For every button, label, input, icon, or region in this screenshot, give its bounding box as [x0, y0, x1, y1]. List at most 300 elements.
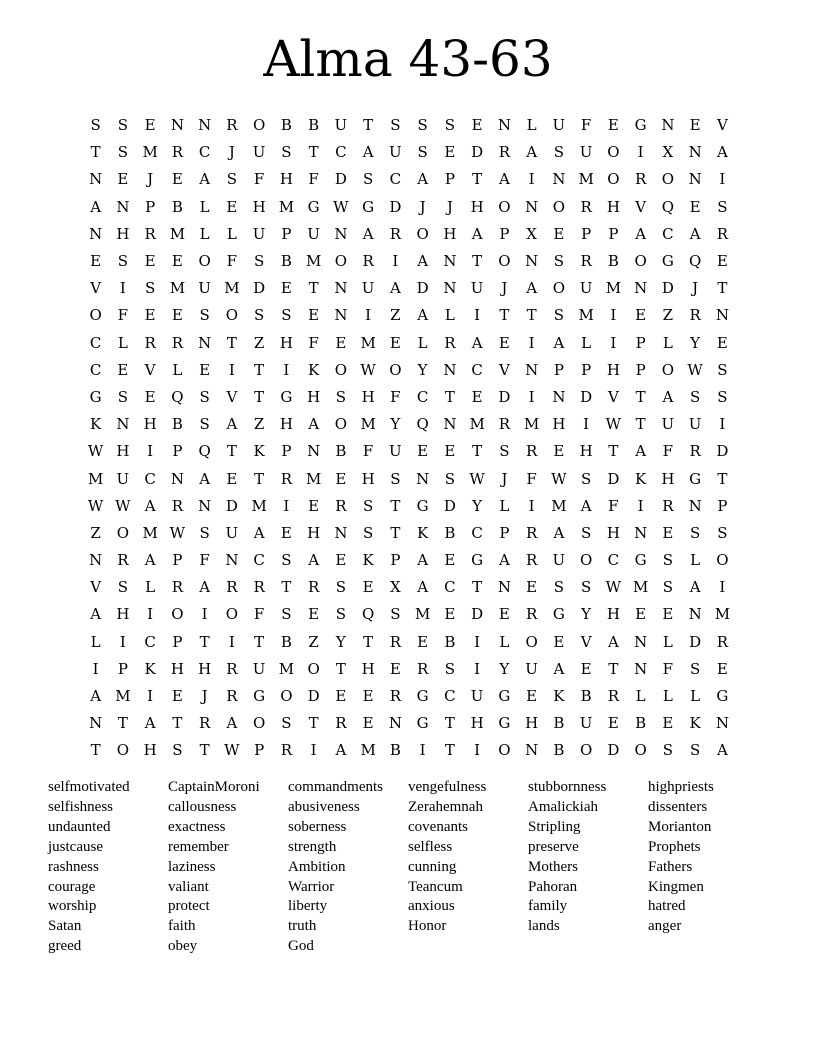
grid-letter[interactable]: R — [525, 551, 538, 570]
grid-letter[interactable]: I — [201, 605, 208, 624]
grid-letter[interactable]: A — [498, 170, 510, 189]
grid-letter[interactable]: S — [362, 170, 374, 189]
grid-letter[interactable]: H — [443, 224, 457, 243]
grid-letter[interactable]: T — [390, 496, 401, 515]
grid-letter[interactable]: E — [171, 170, 183, 189]
grid-letter[interactable]: T — [472, 442, 483, 461]
grid-letter[interactable]: L — [662, 333, 673, 352]
grid-letter[interactable]: O — [416, 224, 429, 243]
grid-letter[interactable]: G — [253, 687, 266, 706]
grid-letter[interactable]: E — [471, 387, 483, 406]
grid-letter[interactable]: N — [634, 523, 648, 542]
grid-letter[interactable]: O — [252, 714, 266, 733]
grid-letter[interactable]: L — [199, 197, 210, 216]
grid-letter[interactable]: V — [144, 360, 156, 379]
grid-letter[interactable]: R — [280, 469, 293, 488]
grid-letter[interactable]: I — [147, 687, 154, 706]
grid-letter[interactable]: M — [414, 605, 431, 624]
grid-letter[interactable]: A — [90, 687, 102, 706]
grid-letter[interactable]: E — [444, 143, 456, 162]
grid-letter[interactable]: S — [417, 116, 428, 135]
grid-letter[interactable]: T — [226, 442, 237, 461]
grid-letter[interactable]: E — [362, 714, 374, 733]
grid-letter[interactable]: R — [662, 496, 674, 515]
grid-letter[interactable]: P — [172, 632, 183, 651]
grid-letter[interactable]: H — [361, 469, 375, 488]
grid-letter[interactable]: E — [335, 687, 347, 706]
grid-letter[interactable]: W — [605, 415, 622, 434]
grid-letter[interactable]: I — [283, 496, 290, 515]
grid-letter[interactable]: B — [308, 116, 320, 135]
grid-letter[interactable]: R — [226, 578, 238, 597]
grid-letter[interactable]: S — [444, 116, 456, 135]
grid-letter[interactable]: T — [308, 143, 319, 162]
grid-letter[interactable]: L — [199, 224, 210, 243]
grid-letter[interactable]: H — [307, 387, 321, 406]
grid-letter[interactable]: S — [553, 306, 565, 325]
grid-letter[interactable]: S — [281, 143, 292, 162]
grid-letter[interactable]: S — [390, 605, 401, 624]
grid-letter[interactable]: Q — [361, 605, 375, 624]
grid-letter[interactable]: K — [635, 469, 647, 488]
grid-letter[interactable]: F — [608, 496, 619, 515]
grid-letter[interactable]: S — [717, 197, 728, 216]
grid-letter[interactable]: E — [117, 360, 129, 379]
grid-letter[interactable]: E — [607, 714, 619, 733]
grid-letter[interactable]: R — [444, 333, 456, 352]
grid-letter[interactable]: R — [144, 333, 156, 352]
grid-letter[interactable]: U — [361, 279, 375, 298]
grid-letter[interactable]: R — [580, 252, 592, 271]
grid-letter[interactable]: H — [198, 659, 212, 678]
grid-letter[interactable]: E — [226, 197, 238, 216]
grid-letter[interactable]: I — [228, 360, 235, 379]
grid-letter[interactable]: O — [198, 252, 211, 271]
grid-letter[interactable]: T — [444, 387, 455, 406]
grid-letter[interactable]: E — [580, 659, 592, 678]
grid-letter[interactable]: G — [416, 714, 429, 733]
grid-letter[interactable]: O — [389, 360, 402, 379]
grid-letter[interactable]: S — [335, 605, 347, 624]
grid-letter[interactable]: R — [171, 578, 184, 597]
grid-letter[interactable]: S — [717, 387, 728, 406]
grid-letter[interactable]: V — [580, 632, 592, 651]
grid-letter[interactable]: U — [389, 143, 402, 162]
grid-letter[interactable]: T — [281, 578, 292, 597]
grid-letter[interactable]: S — [117, 252, 129, 271]
grid-letter[interactable]: R — [226, 116, 238, 135]
grid-letter[interactable]: T — [199, 632, 210, 651]
grid-letter[interactable]: R — [389, 632, 402, 651]
grid-letter[interactable]: T — [444, 714, 455, 733]
grid-letter[interactable]: U — [334, 116, 348, 135]
grid-letter[interactable]: R — [716, 632, 729, 651]
grid-letter[interactable]: J — [501, 279, 508, 298]
grid-letter[interactable]: G — [661, 252, 674, 271]
grid-letter[interactable]: G — [307, 197, 320, 216]
grid-letter[interactable]: E — [444, 605, 456, 624]
grid-letter[interactable]: N — [307, 442, 321, 461]
grid-letter[interactable]: A — [553, 523, 565, 542]
grid-letter[interactable]: E — [498, 605, 510, 624]
grid-letter[interactable]: N — [198, 496, 212, 515]
grid-letter[interactable]: B — [171, 197, 183, 216]
grid-letter[interactable]: E — [662, 523, 674, 542]
grid-letter[interactable]: L — [117, 333, 128, 352]
grid-letter[interactable]: G — [498, 714, 511, 733]
grid-letter[interactable]: H — [143, 741, 157, 760]
grid-letter[interactable]: N — [688, 170, 702, 189]
grid-letter[interactable]: P — [553, 360, 564, 379]
grid-letter[interactable]: A — [417, 252, 429, 271]
grid-letter[interactable]: R — [498, 415, 511, 434]
grid-letter[interactable]: E — [171, 252, 183, 271]
grid-letter[interactable]: H — [279, 333, 293, 352]
grid-letter[interactable]: S — [117, 143, 129, 162]
grid-letter[interactable]: G — [552, 605, 565, 624]
grid-letter[interactable]: D — [580, 387, 593, 406]
grid-letter[interactable]: T — [444, 741, 455, 760]
grid-letter[interactable]: R — [198, 714, 211, 733]
grid-letter[interactable]: S — [689, 387, 701, 406]
grid-letter[interactable]: D — [416, 279, 429, 298]
grid-letter[interactable]: D — [307, 687, 320, 706]
grid-letter[interactable]: I — [719, 578, 726, 597]
grid-letter[interactable]: R — [525, 523, 538, 542]
grid-letter[interactable]: E — [716, 252, 728, 271]
grid-letter[interactable]: S — [117, 116, 129, 135]
grid-letter[interactable]: R — [307, 578, 320, 597]
grid-letter[interactable]: G — [471, 551, 484, 570]
grid-letter[interactable]: S — [662, 741, 674, 760]
grid-letter[interactable]: H — [116, 224, 130, 243]
grid-letter[interactable]: P — [635, 333, 646, 352]
grid-letter[interactable]: C — [198, 143, 211, 162]
grid-letter[interactable]: S — [199, 523, 210, 542]
grid-letter[interactable]: F — [526, 469, 537, 488]
grid-letter[interactable]: S — [199, 306, 210, 325]
grid-letter[interactable]: H — [525, 714, 539, 733]
grid-letter[interactable]: S — [553, 143, 565, 162]
grid-letter[interactable]: D — [661, 279, 674, 298]
grid-letter[interactable]: W — [224, 741, 240, 760]
grid-letter[interactable]: Y — [390, 415, 401, 434]
grid-letter[interactable]: Y — [690, 333, 701, 352]
grid-letter[interactable]: A — [553, 659, 565, 678]
grid-letter[interactable]: C — [144, 469, 156, 488]
grid-letter[interactable]: E — [389, 333, 401, 352]
grid-letter[interactable]: A — [308, 415, 320, 434]
grid-letter[interactable]: Z — [253, 333, 265, 352]
grid-letter[interactable]: S — [499, 442, 510, 461]
grid-letter[interactable]: N — [634, 632, 648, 651]
grid-letter[interactable]: A — [144, 496, 156, 515]
grid-letter[interactable]: E — [635, 306, 647, 325]
grid-letter[interactable]: E — [689, 116, 701, 135]
grid-letter[interactable]: M — [360, 415, 376, 434]
grid-letter[interactable]: U — [579, 279, 593, 298]
grid-letter[interactable]: S — [444, 469, 456, 488]
grid-letter[interactable]: C — [607, 551, 620, 570]
grid-letter[interactable]: T — [608, 659, 619, 678]
grid-letter[interactable]: A — [471, 224, 483, 243]
grid-letter[interactable]: Y — [417, 360, 428, 379]
grid-letter[interactable]: H — [279, 170, 293, 189]
grid-letter[interactable]: R — [525, 605, 538, 624]
grid-letter[interactable]: S — [281, 714, 292, 733]
grid-letter[interactable]: B — [444, 632, 456, 651]
grid-letter[interactable]: U — [688, 415, 702, 434]
grid-letter[interactable]: O — [579, 741, 593, 760]
grid-letter[interactable]: B — [580, 687, 592, 706]
grid-letter[interactable]: E — [526, 578, 538, 597]
grid-letter[interactable]: E — [144, 116, 156, 135]
grid-letter[interactable]: O — [171, 605, 184, 624]
grid-letter[interactable]: T — [254, 469, 265, 488]
grid-letter[interactable]: C — [89, 333, 102, 352]
grid-letter[interactable]: T — [117, 714, 128, 733]
grid-letter[interactable]: C — [253, 551, 265, 570]
grid-letter[interactable]: V — [716, 116, 728, 135]
grid-letter[interactable]: V — [607, 387, 619, 406]
grid-letter[interactable]: I — [119, 279, 126, 298]
grid-letter[interactable]: R — [171, 143, 184, 162]
grid-letter[interactable]: X — [526, 224, 537, 243]
grid-letter[interactable]: A — [580, 496, 592, 515]
grid-letter[interactable]: F — [662, 659, 674, 678]
grid-letter[interactable]: H — [252, 197, 266, 216]
grid-letter[interactable]: E — [335, 551, 347, 570]
grid-letter[interactable]: A — [716, 741, 728, 760]
grid-letter[interactable]: H — [606, 523, 620, 542]
grid-letter[interactable]: C — [444, 578, 456, 597]
grid-letter[interactable]: L — [581, 333, 592, 352]
grid-letter[interactable]: M — [169, 279, 186, 298]
grid-letter[interactable]: W — [551, 469, 567, 488]
grid-letter[interactable]: I — [310, 741, 317, 760]
grid-letter[interactable]: H — [170, 659, 184, 678]
grid-letter[interactable]: F — [308, 333, 319, 352]
grid-letter[interactable]: E — [553, 224, 565, 243]
grid-letter[interactable]: O — [225, 605, 239, 624]
grid-letter[interactable]: N — [497, 578, 511, 597]
grid-letter[interactable]: N — [634, 659, 648, 678]
grid-letter[interactable]: J — [201, 687, 208, 706]
grid-letter[interactable]: E — [199, 360, 211, 379]
grid-letter[interactable]: L — [172, 360, 183, 379]
grid-letter[interactable]: N — [525, 741, 539, 760]
grid-letter[interactable]: N — [198, 333, 212, 352]
grid-letter[interactable]: S — [580, 523, 592, 542]
grid-letter[interactable]: D — [334, 170, 347, 189]
grid-letter[interactable]: B — [553, 741, 565, 760]
grid-letter[interactable]: P — [608, 224, 619, 243]
grid-letter[interactable]: U — [225, 523, 239, 542]
grid-letter[interactable]: N — [89, 170, 103, 189]
grid-letter[interactable]: N — [688, 143, 702, 162]
grid-letter[interactable]: I — [228, 632, 235, 651]
grid-letter[interactable]: B — [635, 714, 647, 733]
grid-letter[interactable]: N — [334, 306, 348, 325]
grid-letter[interactable]: M — [469, 415, 485, 434]
grid-letter[interactable]: T — [335, 659, 346, 678]
grid-letter[interactable]: J — [446, 197, 453, 216]
grid-letter[interactable]: D — [443, 496, 456, 515]
grid-letter[interactable]: S — [580, 578, 592, 597]
grid-letter[interactable]: P — [145, 197, 156, 216]
grid-letter[interactable]: I — [283, 360, 290, 379]
grid-letter[interactable]: O — [552, 279, 566, 298]
grid-letter[interactable]: P — [117, 659, 128, 678]
grid-letter[interactable]: I — [637, 496, 644, 515]
grid-letter[interactable]: N — [89, 714, 103, 733]
grid-letter[interactable]: A — [689, 224, 701, 243]
grid-letter[interactable]: M — [142, 523, 158, 542]
grid-letter[interactable]: O — [498, 741, 511, 760]
grid-letter[interactable]: U — [552, 116, 566, 135]
grid-letter[interactable]: N — [170, 469, 184, 488]
grid-letter[interactable]: S — [281, 605, 292, 624]
grid-letter[interactable]: E — [553, 632, 565, 651]
grid-letter[interactable]: O — [716, 551, 729, 570]
grid-letter[interactable]: S — [253, 252, 265, 271]
grid-letter[interactable]: R — [335, 496, 347, 515]
grid-letter[interactable]: N — [497, 116, 511, 135]
grid-letter[interactable]: I — [719, 170, 726, 189]
grid-letter[interactable]: J — [501, 469, 508, 488]
grid-letter[interactable]: T — [199, 741, 210, 760]
grid-letter[interactable]: P — [254, 741, 265, 760]
grid-letter[interactable]: A — [635, 224, 647, 243]
grid-letter[interactable]: E — [335, 333, 347, 352]
grid-letter[interactable]: T — [390, 523, 401, 542]
grid-letter[interactable]: N — [225, 551, 239, 570]
grid-letter[interactable]: E — [362, 578, 374, 597]
grid-letter[interactable]: F — [308, 170, 319, 189]
grid-letter[interactable]: E — [117, 170, 129, 189]
grid-letter[interactable]: P — [499, 523, 510, 542]
grid-letter[interactable]: O — [280, 687, 293, 706]
grid-letter[interactable]: Q — [416, 415, 429, 434]
grid-letter[interactable]: R — [171, 496, 184, 515]
grid-letter[interactable]: O — [579, 551, 593, 570]
grid-letter[interactable]: X — [390, 578, 401, 597]
grid-letter[interactable]: D — [716, 442, 729, 461]
grid-letter[interactable]: E — [144, 387, 156, 406]
grid-letter[interactable]: A — [389, 279, 401, 298]
grid-letter[interactable]: I — [528, 496, 535, 515]
grid-letter[interactable]: T — [254, 387, 265, 406]
grid-letter[interactable]: L — [662, 687, 673, 706]
grid-letter[interactable]: R — [580, 197, 592, 216]
grid-letter[interactable]: F — [362, 442, 374, 461]
grid-letter[interactable]: M — [714, 605, 731, 624]
grid-letter[interactable]: H — [307, 523, 321, 542]
grid-letter[interactable]: Q — [688, 252, 702, 271]
grid-letter[interactable]: E — [662, 714, 674, 733]
grid-letter[interactable]: D — [607, 741, 620, 760]
grid-letter[interactable]: E — [226, 469, 238, 488]
grid-letter[interactable]: O — [334, 252, 348, 271]
grid-letter[interactable]: O — [607, 170, 620, 189]
grid-letter[interactable]: I — [147, 442, 154, 461]
grid-letter[interactable]: I — [528, 170, 535, 189]
grid-letter[interactable]: E — [308, 496, 320, 515]
grid-letter[interactable]: K — [144, 659, 156, 678]
grid-letter[interactable]: S — [281, 306, 292, 325]
grid-letter[interactable]: K — [553, 687, 565, 706]
grid-letter[interactable]: P — [635, 360, 646, 379]
grid-letter[interactable]: E — [308, 605, 320, 624]
grid-letter[interactable]: S — [662, 551, 674, 570]
grid-letter[interactable]: O — [498, 197, 511, 216]
grid-letter[interactable]: W — [115, 496, 131, 515]
grid-letter[interactable]: K — [362, 551, 374, 570]
grid-letter[interactable]: A — [417, 306, 429, 325]
grid-letter[interactable]: I — [583, 415, 590, 434]
grid-letter[interactable]: E — [389, 659, 401, 678]
grid-letter[interactable]: G — [416, 687, 429, 706]
grid-letter[interactable]: K — [417, 523, 429, 542]
grid-letter[interactable]: S — [117, 387, 129, 406]
grid-letter[interactable]: P — [172, 442, 183, 461]
grid-letter[interactable]: C — [335, 143, 347, 162]
grid-letter[interactable]: N — [715, 714, 729, 733]
grid-letter[interactable]: O — [552, 197, 566, 216]
grid-letter[interactable]: S — [226, 170, 238, 189]
grid-letter[interactable]: N — [634, 279, 648, 298]
grid-letter[interactable]: H — [470, 197, 484, 216]
grid-letter[interactable]: N — [334, 224, 348, 243]
grid-letter[interactable]: E — [471, 116, 483, 135]
grid-letter[interactable]: C — [89, 360, 102, 379]
grid-letter[interactable]: Z — [90, 523, 101, 542]
grid-letter[interactable]: R — [280, 741, 293, 760]
grid-letter[interactable]: E — [689, 197, 701, 216]
grid-letter[interactable]: S — [253, 306, 265, 325]
grid-letter[interactable]: S — [335, 387, 347, 406]
grid-letter[interactable]: N — [198, 116, 212, 135]
grid-letter[interactable]: F — [662, 442, 674, 461]
grid-letter[interactable]: T — [472, 578, 483, 597]
grid-letter[interactable]: M — [360, 741, 376, 760]
grid-letter[interactable]: I — [365, 306, 372, 325]
grid-letter[interactable]: F — [226, 252, 238, 271]
grid-letter[interactable]: P — [499, 224, 510, 243]
grid-letter[interactable]: S — [281, 551, 292, 570]
grid-letter[interactable]: O — [525, 632, 538, 651]
grid-letter[interactable]: E — [553, 442, 565, 461]
grid-letter[interactable]: U — [470, 279, 484, 298]
grid-letter[interactable]: S — [717, 360, 728, 379]
grid-letter[interactable]: O — [661, 360, 675, 379]
grid-letter[interactable]: M — [169, 224, 186, 243]
grid-letter[interactable]: N — [89, 224, 103, 243]
grid-letter[interactable]: L — [690, 687, 701, 706]
grid-letter[interactable]: K — [253, 442, 265, 461]
grid-letter[interactable]: C — [416, 387, 429, 406]
grid-letter[interactable]: E — [635, 605, 647, 624]
grid-letter[interactable]: I — [419, 741, 426, 760]
grid-letter[interactable]: E — [280, 523, 292, 542]
grid-letter[interactable]: U — [307, 224, 320, 243]
grid-letter[interactable]: E — [335, 469, 347, 488]
grid-letter[interactable]: U — [470, 687, 484, 706]
grid-letter[interactable]: P — [390, 551, 401, 570]
grid-letter[interactable]: H — [606, 605, 620, 624]
grid-letter[interactable]: L — [90, 632, 101, 651]
grid-letter[interactable]: I — [119, 632, 126, 651]
